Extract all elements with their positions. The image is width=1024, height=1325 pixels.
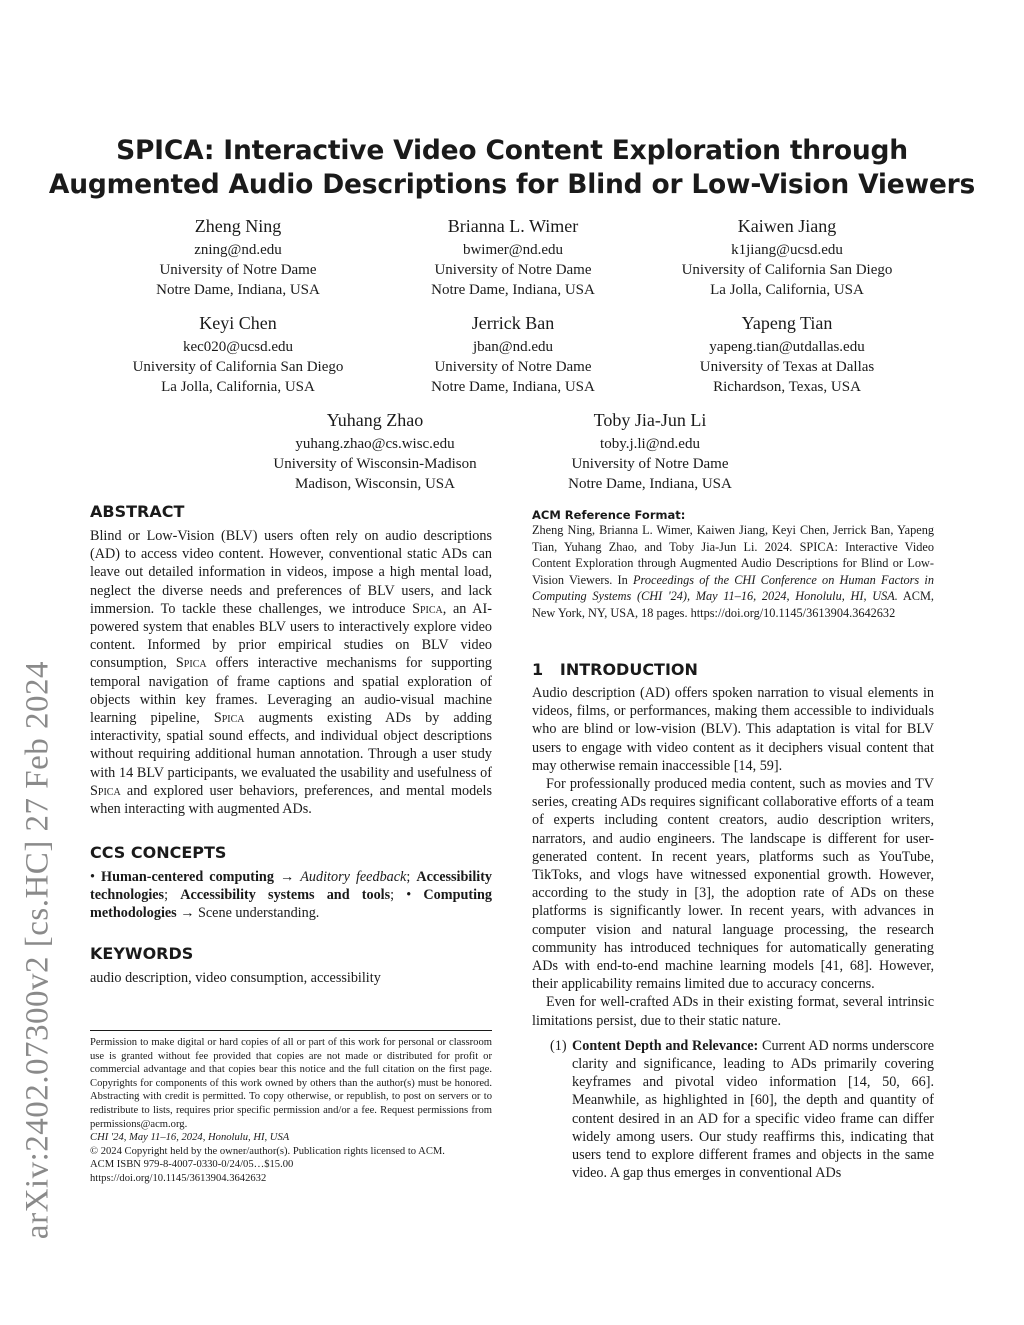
list-item (532, 1037, 934, 1183)
reference-part: Zheng Ning, Brianna L. Wimer, Kaiwen Jiang, Keyi Chen, Jerrick Ban, Yapeng Tian, Yuhang Zhao, and Toby Jia-Jun Li. 2024. SPICA: Interactive Video Content Exploration through Augmented Audio Descriptions for Blind or Low-Vision Viewers. In (532, 523, 934, 587)
author-email: zning@nd.edu (194, 242, 282, 258)
author-name: Keyi Chen (199, 313, 277, 333)
author-affiliation: University of Notre Dame (434, 359, 592, 375)
keywords-text: audio description, video consumption, accessibility (90, 970, 381, 986)
title-line-2: Augmented Audio Descriptions for Blind or Low-Vision Viewers (48, 169, 976, 200)
spica-name: Spica (90, 782, 121, 799)
venue-line: CHI '24, May 11–16, 2024, Honolulu, HI, USA (90, 1132, 290, 1144)
abstract-part: augments existing ADs by adding interactivity, spatial sound effects, and individual object descriptions without requiring additional human annotation. Through a user study with 14 BLV participants, we evaluated the usability and usefulness of (90, 710, 492, 781)
author-affiliation: University of Notre Dame (159, 262, 317, 278)
intro-paragraph-1: Audio description (AD) offers spoken narration to visual elements in videos, films, or performances, making them accessible to individuals who are blind or low-vision (BLV). This adaptation is vital for BLV users to engage with video content as it deciphers visual content that may otherwise remain inaccessible [14, 59]. (532, 685, 934, 774)
reference-part: ACM, New York, NY, USA, 18 pages. https://doi.org/10.1145/3613904.3642632 (532, 589, 934, 620)
author-block (526, 408, 774, 494)
author-location: Notre Dame, Indiana, USA (431, 379, 595, 395)
introduction-heading (532, 660, 698, 679)
paper-title (0, 134, 1024, 202)
author-affiliation: University of Texas at Dallas (699, 359, 875, 375)
abstract-part: , an AI-powered system that enables BLV users to interactively explore video content. Informed by prior empirical studies on BLV video consumption, (90, 600, 492, 672)
author-email: yuhang.zhao@cs.wisc.edu (295, 436, 455, 452)
reference-venue: Proceedings of the CHI Conference on Human Factors in Computing Systems (CHI '24), May 11–16, 2024, Honolulu, HI, USA. (532, 572, 934, 603)
ccs-heading: CCS CONCEPTS (90, 843, 227, 862)
section-number: 1 (532, 660, 544, 679)
author-block (662, 214, 912, 300)
abstract-part: Blind or Low-Vision (BLV) users often rely on audio descriptions (AD) to access video content. However, conventional static ADs can leave out detailed information in videos, impose a high mental load, neglect the diverse needs and preferences of BLV users, and lack immersion. To tackle these challenges, we introduce (90, 528, 492, 617)
author-block (382, 311, 644, 397)
author-affiliation: University of Wisconsin-Madison (273, 456, 477, 472)
spica-name: Spica (213, 710, 245, 727)
list-item-text: Current AD norms underscore clarity and significance, leading to ADs primarily covering keyframes and pivotal video information [14, 50, 66]. Meanwhile, as highlighted in [60], the depth and quantity of content desired in an AD for a specific video frame can differ widely among users. Our study reaffirms this, indicating that users tend to explore different frames and objects in the same video. A gap thus emerges in conventional ADs (572, 1037, 934, 1182)
author-block (118, 214, 358, 300)
ccs-term: Scene understanding. (197, 905, 320, 922)
permission-text: Permission to make digital or hard copies of all or part of this work for personal or classroom use is granted without fee provided that copies are not made or distributed for profit or commercial advantage and that copies bear this notice and the full citation on the first page. Copyrights for components of this work owned by others than the author(s) must be honored. Abstracting with credit is permitted. To copy otherwise, or republish, to post on servers or to redistribute to lists, requires prior specific permission and/or a fee. Request permissions from permissions@acm.org. (90, 1037, 492, 1130)
keywords-heading: KEYWORDS (90, 944, 194, 963)
ccs-term: Accessibility technologies (90, 869, 493, 904)
ccs-arrow: → (273, 869, 301, 885)
author-email: jban@nd.edu (472, 339, 554, 355)
author-name: Zheng Ning (194, 216, 282, 236)
doi-link[interactable]: https://doi.org/10.1145/3613904.3642632 (90, 1172, 267, 1184)
abstract-heading: ABSTRACT (90, 502, 185, 521)
author-block (382, 214, 644, 300)
introduction-text (532, 684, 934, 1182)
list-item-title: Content Depth and Relevance: (572, 1037, 759, 1054)
author-name: Toby Jia-Jun Li (593, 410, 707, 430)
ccs-term: Auditory feedback (300, 869, 407, 885)
author-email: yapeng.tian@utdallas.edu (709, 339, 865, 355)
footnote-divider (90, 1030, 492, 1031)
author-location: Notre Dame, Indiana, USA (431, 282, 595, 298)
acm-reference-text (532, 522, 934, 621)
section-title: INTRODUCTION (559, 660, 698, 679)
author-name: Kaiwen Jiang (737, 216, 837, 236)
title-line-1: SPICA: Interactive Video Content Exploration through (116, 135, 908, 166)
isbn-line: ACM ISBN 979-8-4007-0330-0/24/05…$15.00 (90, 1159, 294, 1171)
author-affiliation: University of California San Diego (132, 359, 344, 375)
spica-name: Spica (175, 655, 207, 672)
author-location: Richardson, Texas, USA (713, 379, 861, 395)
ccs-term: Human-centered computing (101, 869, 274, 885)
author-block (662, 311, 912, 397)
author-location: Madison, Wisconsin, USA (295, 476, 455, 492)
intro-paragraph-3: Even for well-crafted ADs in their existing format, several intrinsic limitations persist, due to their static nature. (532, 994, 934, 1029)
intro-paragraph-2: For professionally produced media content, such as movies and TV series, creating ADs requires significant collaborative efforts of a team of experts including content creators, audio description writers, narrators, and audio engineers. The landscape is different for user-generated content. In recent years, platforms such as YouTube, TikToks, and vlogs have witnessed exponential growth. However, according to the study in [3], the adoption rate of ADs on these platforms is significantly lower. In recent years, with advances in computer vision and natural language processing, the research community has introduced techniques for automatically generating ADs with end-to-end machine learning models [41, 68]. However, their applicability remains limited due to accuracy concerns. (532, 776, 934, 993)
arxiv-identifier: arXiv:2402.07300v2 [cs.HC] 27 Feb 2024 (19, 660, 56, 1240)
ccs-term: Accessibility systems and tools (180, 887, 391, 904)
acm-reference-heading: ACM Reference Format: (532, 508, 686, 522)
author-name: Yapeng Tian (741, 313, 833, 333)
abstract-text (90, 527, 492, 818)
author-affiliation: University of Notre Dame (571, 456, 729, 472)
abstract-part: and explored user behaviors, preferences, and mental models when interacting with augmented ADs. (90, 782, 492, 818)
spica-name: Spica (412, 600, 443, 617)
author-location: La Jolla, California, USA (161, 379, 315, 395)
arxiv-sidebar (14, 360, 62, 1240)
author-email: toby.j.li@nd.edu (600, 436, 700, 452)
author-affiliation: University of California San Diego (681, 262, 893, 278)
author-location: Notre Dame, Indiana, USA (568, 476, 732, 492)
permission-notice (90, 1036, 492, 1186)
author-affiliation: University of Notre Dame (434, 262, 592, 278)
author-block (246, 408, 504, 494)
author-email: kec020@ucsd.edu (182, 339, 294, 355)
copyright-line: © 2024 Copyright held by the owner/author(s). Publication rights licensed to ACM. (90, 1145, 445, 1157)
author-email: bwimer@nd.edu (462, 242, 564, 258)
ccs-term: Computing methodologies (90, 887, 492, 922)
ccs-arrow: → (176, 905, 198, 922)
author-block (108, 311, 368, 397)
author-name: Yuhang Zhao (326, 410, 424, 430)
list-item-number: (1) (550, 1037, 567, 1054)
ccs-text: • Human-centered computing → Auditory feedback; Accessibility technologies; Accessibility systems and tools; • Computing methodologies → Scene understanding. (90, 869, 493, 922)
list-item-body (572, 1037, 934, 1183)
author-location: Notre Dame, Indiana, USA (156, 282, 320, 298)
author-name: Jerrick Ban (471, 313, 555, 333)
author-location: La Jolla, California, USA (710, 282, 864, 298)
author-name: Brianna L. Wimer (447, 216, 579, 236)
abstract-part: offers interactive mechanisms for supporting temporal navigation of frame captions and spatial exploration of objects within key frames. Leveraging an audio-visual machine learning pipeline, (90, 655, 492, 727)
author-email: k1jiang@ucsd.edu (731, 242, 843, 258)
